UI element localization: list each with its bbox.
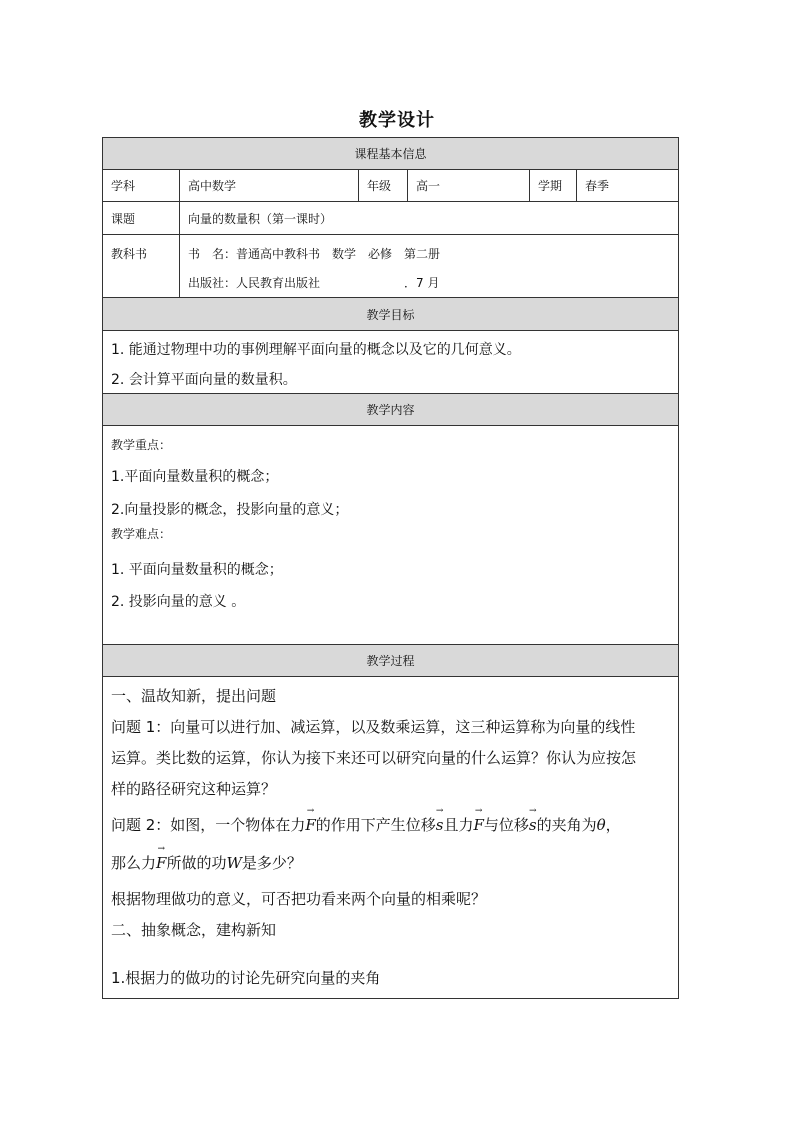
- basic-info-header-label: 课程基本信息: [354, 147, 427, 161]
- textbook-row: [103, 235, 678, 298]
- content-header-label: 教学内容: [366, 403, 415, 417]
- displacement-vector: → s: [528, 806, 537, 834]
- question-2-text: 所做的功: [166, 854, 227, 872]
- key-points-label: 教学重点：: [111, 438, 172, 452]
- textbook-info: [179, 235, 678, 297]
- question-2-text: 的夹角为: [536, 816, 597, 834]
- displacement-vector: → s: [435, 806, 444, 834]
- content-body: [103, 426, 678, 645]
- question-2-text: 那么力: [111, 854, 157, 872]
- topic-row: [103, 202, 678, 235]
- section-heading: 一、温故知新，提出问题: [111, 687, 277, 705]
- displacement-symbol: s: [435, 816, 444, 834]
- question-3-line: 根据物理做功的意义，可否把功看来两个向量的相乘呢？: [111, 890, 487, 908]
- book-name-line: 书 名：普通高中教科书 数学 必修 第二册: [188, 247, 441, 261]
- process-header-label: 教学过程: [366, 654, 415, 668]
- term-value: 春季: [576, 170, 678, 201]
- lesson-plan-table: [102, 137, 679, 999]
- goals-body: [103, 331, 678, 394]
- process-body: [103, 677, 678, 998]
- work-symbol: W: [226, 854, 242, 872]
- question-2-text: 与位移: [483, 816, 529, 834]
- force-vector: → F: [473, 806, 484, 834]
- question-2-text: 问题 2：如图，一个物体在力: [111, 816, 306, 834]
- key-point-item: 1.平面向量数量积的概念；: [111, 469, 279, 485]
- goal-item: 1. 能通过物理中功的事例理解平面向量的概念以及它的几何意义。: [111, 342, 521, 358]
- question-1-line: 运算。类比数的运算，你认为接下来还可以研究向量的什么运算？你认为应按怎: [111, 749, 637, 767]
- content-header: [103, 394, 678, 426]
- question-2-text: ，: [605, 816, 621, 834]
- subject-row: [103, 170, 678, 202]
- section-heading: 二、抽象概念，建构新知: [111, 921, 277, 939]
- theta-symbol: θ: [596, 816, 606, 834]
- subject-label: 学科: [111, 179, 136, 193]
- question-1-line: 样的路径研究这种运算？: [111, 780, 277, 798]
- question-2-text: 是多少？: [241, 854, 302, 872]
- goal-item: 2. 会计算平面向量的数量积。: [111, 372, 297, 388]
- subject-value: 高中数学: [179, 170, 358, 201]
- difficulty-item: 1. 平面向量数量积的概念；: [111, 562, 283, 578]
- force-symbol: F: [473, 816, 484, 834]
- difficulty-label: 教学难点：: [111, 527, 172, 541]
- goals-header: [103, 298, 678, 331]
- key-point-item: 2.向量投影的概念，投影向量的意义；: [111, 502, 349, 518]
- question-2-text: 的作用下产生位移: [315, 816, 436, 834]
- textbook-label: 教科书: [111, 247, 148, 261]
- force-vector: → F: [156, 844, 167, 872]
- force-vector: → F: [305, 806, 316, 834]
- question-1-line: 问题 1：向量可以进行加、减运算，以及数乘运算，这三种运算称为向量的线性: [111, 718, 636, 736]
- question-2-line: [111, 844, 302, 873]
- grade-label: 年级: [358, 170, 407, 201]
- force-symbol: F: [305, 816, 316, 834]
- publisher-line: 出版社：人民教育出版社 ．7 月: [188, 276, 440, 290]
- displacement-symbol: s: [528, 816, 537, 834]
- topic-value: 向量的数量积（第一课时）: [179, 202, 678, 234]
- step-item: 1.根据力的做功的讨论先研究向量的夹角: [111, 969, 381, 987]
- question-2-line: [111, 806, 621, 835]
- difficulty-item: 2. 投影向量的意义 。: [111, 594, 246, 610]
- basic-info-header: [103, 138, 678, 170]
- goals-header-label: 教学目标: [366, 307, 415, 322]
- term-label: 学期: [529, 170, 576, 201]
- grade-value: 高一: [407, 170, 529, 201]
- force-symbol: F: [156, 854, 167, 872]
- question-2-text: 且力: [443, 816, 474, 834]
- topic-label: 课题: [111, 211, 136, 226]
- process-header: [103, 645, 678, 677]
- page-title: 教学设计: [359, 110, 435, 131]
